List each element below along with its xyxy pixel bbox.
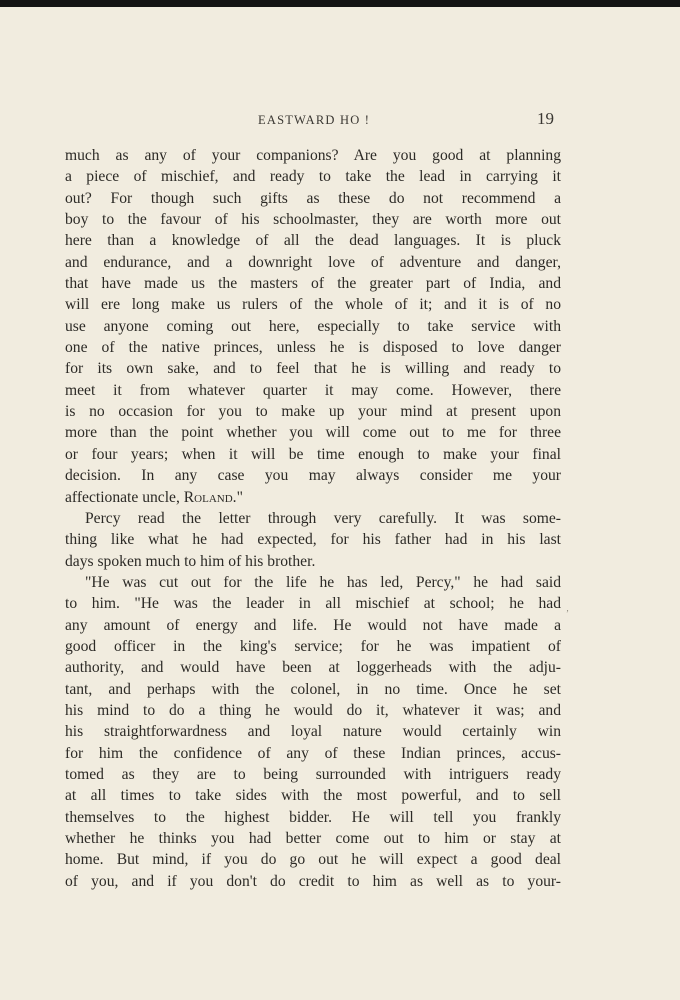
text-line: [65, 230, 561, 251]
text-line-content: out? For though such gifts as these do not recommend a: [65, 189, 561, 207]
text-line: [65, 679, 561, 700]
text-line-content: at all times to take sides with the most powerful, and to sell: [65, 787, 561, 805]
text-line: [65, 700, 561, 721]
text-line: [65, 145, 561, 166]
page-top-edge: [0, 0, 680, 7]
text-line-content: for its own sake, and to feel that he is willing and ready to: [65, 360, 561, 378]
running-head: [0, 109, 680, 133]
text-line-content: his mind to do a thing he would do it, whatever it was; and: [65, 701, 561, 719]
text-line-content: is no occasion for you to make up your mind at present upon: [65, 403, 561, 421]
text-line-content: his straightforwardness and loyal nature would certainly win: [65, 723, 561, 741]
text-line-content: tant, and perhaps with the colonel, in no time. Once he set: [65, 680, 561, 698]
text-line-content: for him the confidence of any of these Indian princes, accus-: [65, 744, 561, 762]
body-text: [65, 145, 561, 892]
text-line-content: whether he thinks you had better come out to him or stay at: [65, 830, 561, 847]
text-line: [65, 593, 561, 614]
text-line-content: use anyone coming out here, especially to take service with: [65, 317, 561, 335]
text-line: [65, 508, 561, 529]
closing-quote: ": [236, 488, 243, 506]
text-line: [65, 209, 561, 230]
running-head-title: EASTWARD HO !: [258, 113, 371, 127]
text-line-content: days spoken much to him of his brother.: [65, 552, 316, 570]
text-line: [65, 871, 561, 892]
text-line-content: that have made us the masters of the greater part of India, and: [65, 275, 561, 293]
text-line: [65, 828, 561, 849]
text-line-content: tomed as they are to being surrounded with intriguers ready: [65, 765, 561, 783]
text-line-content: here than a knowledge of all the dead languages. It is pluck: [65, 232, 561, 250]
text-line: [65, 465, 561, 486]
text-line-content: one of the native princes, unless he is disposed to love danger: [65, 339, 561, 357]
text-line: [65, 551, 561, 572]
text-line-content: a piece of mischief, and ready to take the lead in carrying it: [65, 168, 561, 186]
text-line: [65, 657, 561, 678]
text-line-content: or four years; when it will be time enough to make your final: [65, 445, 561, 463]
text-line-content: and endurance, and a downright love of adventure and danger,: [65, 253, 561, 271]
text-line-content: more than the point whether you will come out to me for three: [65, 424, 561, 442]
text-line: [65, 422, 561, 443]
text-line: [65, 743, 561, 764]
text-line: [65, 572, 561, 593]
text-line-content: will ere long make us rulers of the whole of it; and it is of no: [65, 296, 561, 314]
text-line-content: Percy read the letter through very carefully. It was some-: [85, 509, 561, 527]
text-line: [65, 401, 561, 422]
text-line: [65, 294, 561, 315]
text-line: [65, 764, 561, 785]
text-line: [65, 316, 561, 337]
text-line: [65, 849, 561, 870]
text-line-content: authority, and would have been at loggerheads with the adju-: [65, 659, 561, 677]
text-line: [65, 188, 561, 209]
text-line-content: good officer in the king's service; for he was impatient of: [65, 637, 561, 655]
text-line-content: themselves to the highest bidder. He will tell you frankly: [65, 808, 561, 826]
text-line-content: much as any of your companions? Are you good at planning: [65, 147, 561, 164]
letter-signature: Roland.: [183, 488, 237, 506]
text-line: [65, 636, 561, 657]
text-line-content: any amount of energy and life. He would not have made a: [65, 616, 561, 634]
text-line: [65, 337, 561, 358]
text-line: [65, 273, 561, 294]
margin-mark: ‚: [566, 603, 569, 613]
text-line: [65, 487, 561, 508]
text-line: [65, 380, 561, 401]
text-line: [65, 807, 561, 828]
text-line-content: of you, and if you don't do credit to him as well as to your-: [65, 872, 561, 890]
text-line: [65, 252, 561, 273]
text-line: [65, 529, 561, 550]
text-line: [65, 358, 561, 379]
text-line-content: boy to the favour of his schoolmaster, they are worth more out: [65, 211, 561, 229]
page-number: 19: [537, 109, 554, 128]
text-line-content: decision. In any case you may always consider me your: [65, 467, 561, 485]
text-line: [65, 615, 561, 636]
text-line-content: home. But mind, if you do go out he will expect a good deal: [65, 851, 561, 869]
text-line-content: affectionate uncle,: [65, 488, 184, 506]
text-line: [65, 721, 561, 742]
text-line: [65, 444, 561, 465]
text-line: [65, 785, 561, 806]
text-line-content: "He was cut out for the life he has led, Percy," he had said: [85, 573, 561, 591]
text-line-content: to him. "He was the leader in all mischief at school; he had: [65, 595, 561, 613]
text-line: [65, 166, 561, 187]
text-line-content: meet it from whatever quarter it may come. However, there: [65, 381, 561, 399]
text-line-content: thing like what he had expected, for his father had in his last: [65, 531, 561, 549]
